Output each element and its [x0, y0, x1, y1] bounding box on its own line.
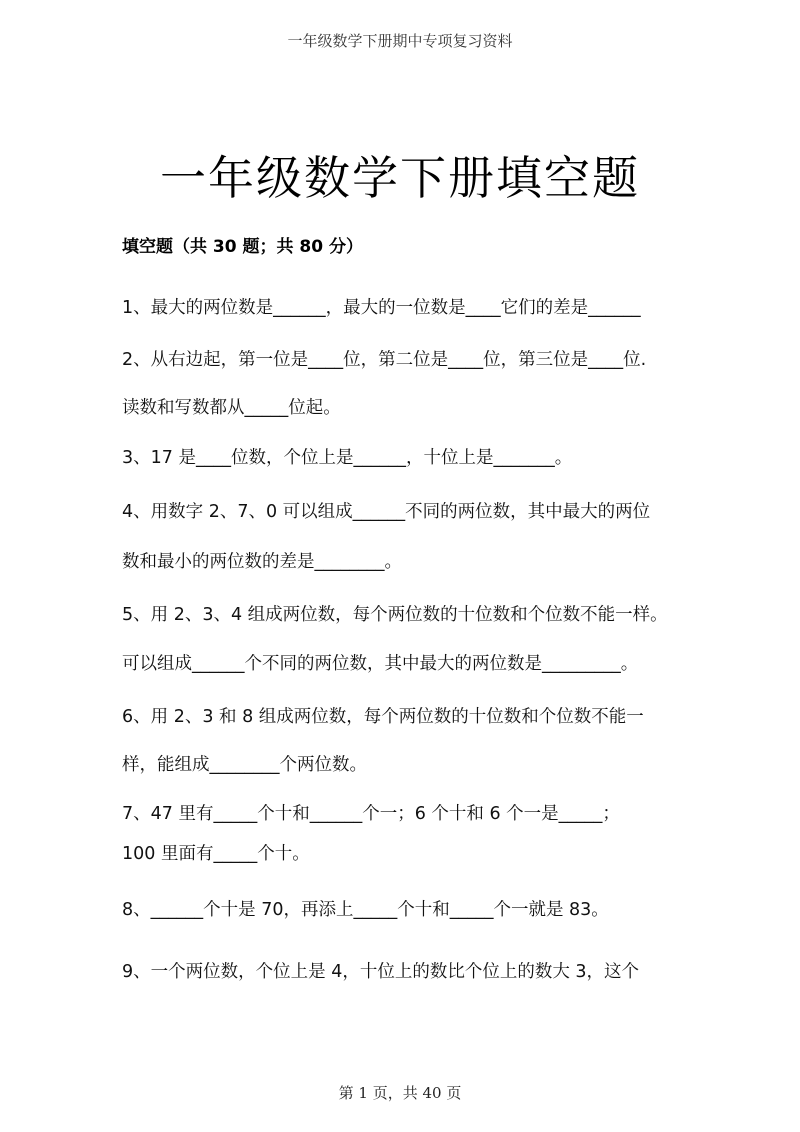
question-8-line: 8、______个十是 70，再添上_____个十和_____个一就是 83。 — [122, 900, 609, 920]
page-footer: 第 1 页，共 40 页 — [338, 1084, 462, 1102]
section-heading: 填空题（共 30 题；共 80 分） — [122, 237, 363, 257]
question-7-line-2: 100 里面有_____个十。 — [122, 844, 310, 864]
question-2-line-1: 2、从右边起，第一位是____位，第二位是____位，第三位是____位. — [122, 350, 647, 370]
question-5-line-2: 可以组成______个不同的两位数，其中最大的两位数是_________。 — [122, 654, 639, 674]
question-5-line-1: 5、用 2、3、4 组成两位数，每个两位数的十位数和个位数不能一样。 — [122, 605, 668, 625]
question-4-line-2: 数和最小的两位数的差是________。 — [122, 552, 402, 572]
question-3-line: 3、17 是____位数，个位上是______，十位上是_______。 — [122, 448, 573, 468]
question-7-line-1: 7、47 里有_____个十和______个一；6 个十和 6 个一是_____； — [122, 804, 620, 824]
question-6-line-1: 6、用 2、3 和 8 组成两位数，每个两位数的十位数和个位数不能一 — [122, 707, 644, 727]
page-title: 一年级数学下册填空题 — [160, 151, 640, 205]
question-6-line-2: 样，能组成________个两位数。 — [122, 755, 367, 775]
running-header: 一年级数学下册期中专项复习资料 — [287, 32, 513, 50]
question-9-line-1: 9、一个两位数，个位上是 4，十位上的数比个位上的数大 3，这个 — [122, 962, 640, 982]
question-2-line-2: 读数和写数都从_____位起。 — [122, 398, 341, 418]
question-4-line-1: 4、用数字 2、7、0 可以组成______不同的两位数，其中最大的两位 — [122, 502, 651, 522]
question-1-line: 1、最大的两位数是______，最大的一位数是____它们的差是______ — [122, 298, 641, 318]
